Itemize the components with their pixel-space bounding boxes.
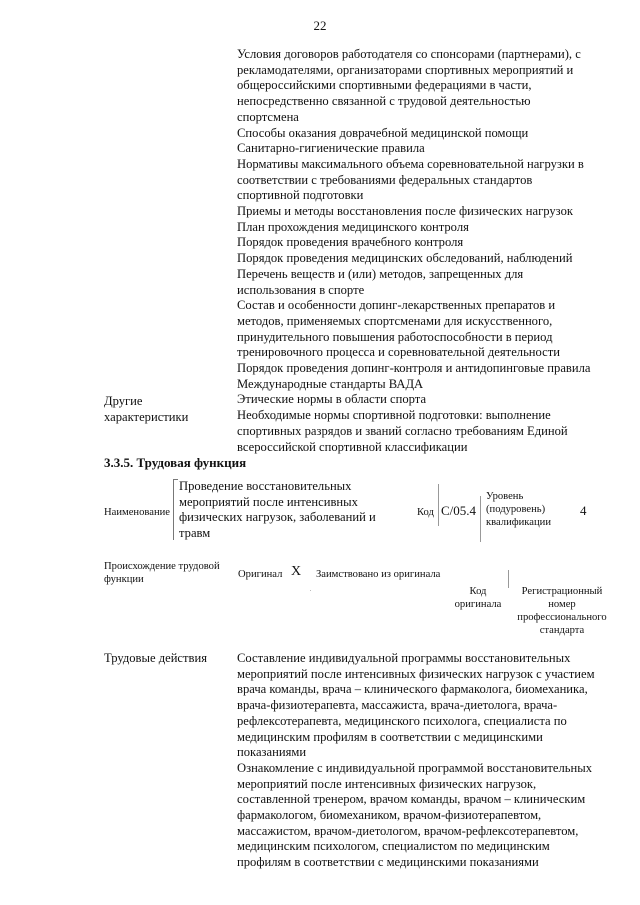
text-line: показаниями [237,745,307,760]
text-line: фармакологом, биомехаником, врачом-физиотерапевтом, [237,808,542,823]
reg-number-caption [512,585,612,637]
text-line: мероприятий после интенсивных физических нагрузок с участием [237,666,595,681]
code-label: Код [417,507,434,518]
text-line: Международные стандарты ВАДА [237,376,424,391]
text-line: Ознакомление с индивидуальной программой восстановительных [237,760,592,775]
text-line: непосредственно связанной с трудовой деятельностью [237,94,531,109]
text-line: всероссийской спортивной классификации [237,439,468,454]
text-line: использования в спорте [237,282,365,297]
text-line: составленной тренером, врачом команды, врачом – клиническим [237,792,586,807]
text-line: Санитарно-гигиенические правила [237,141,425,156]
text-line: медицинским психологом, специалистом по медицинским [237,839,550,854]
text-line: тренировочного процесса и соревновательной деятельности [237,345,560,360]
caption-line: профессионального [517,612,607,623]
label-line: функции [104,574,144,585]
text-line: рефлексотерапевта, медицинского психолога, специалиста по [237,713,567,728]
borrowed-option: Заимствовано из оригинала [316,569,441,580]
qualification-level-label [486,490,551,529]
origin-label [104,560,220,586]
text-line: План прохождения медицинского контроля [237,219,469,234]
name-line: мероприятий после интенсивных [179,494,358,509]
page-number: 22 [313,18,327,33]
text-line: Способы оказания доврачебной медицинской помощи [237,125,529,140]
text-line: врача-физиотерапевта, массажиста, врача-диетолога, врача- [237,698,558,713]
qualification-level-value: 4 [580,503,587,518]
name-line: физических нагрузок, заболеваний и [179,510,376,524]
name-label: Наименование [104,507,170,518]
label-line: Происхождение трудовой [104,561,220,572]
text-line: Приемы и методы восстановления после физических нагрузок [237,204,573,219]
text-line: врача команды, врача – клинического фармаколога, биомеханика, [237,682,588,697]
section-heading: 3.3.5. Трудовая функция [104,455,247,470]
label-line: Уровень [486,491,524,502]
caption-line: Код [469,586,487,597]
labor-actions-list [237,651,612,871]
code-value: С/05.4 [441,503,477,518]
text-line: Порядок проведения врачебного контроля [237,235,464,250]
text-line: Условия договоров работодателя со спонсорами (партнерами), с [237,47,581,61]
name-line: Проведение восстановительных [179,479,352,493]
original-mark: X [291,564,302,579]
text-line: Состав и особенности допинг-лекарственных препаратов и [237,298,556,313]
text-line: рекламодателями, организаторами спортивных мероприятий и [237,62,574,77]
text-line: Нормативы максимального объема соревновательной нагрузки в [237,156,584,171]
text-line: Составление индивидуальной программы восстановительных [237,651,571,665]
text-line: соответствии с требованиями федеральных стандартов [237,172,533,187]
text-line: спортивной подготовки [237,188,364,203]
text-line: Порядок проведения допинг-контроля и антидопинговые правила [237,361,591,376]
text-line: Порядок проведения медицинских обследований, наблюдений [237,251,573,266]
text-line: Перечень веществ и (или) методов, запрещенных для [237,266,524,281]
text-line: Этические нормы в области спорта [237,392,427,407]
caption-line: Регистрационный [521,586,603,597]
text-line: массажистом, врачом-диетологом, врачом-рефлексотерапевтом, [237,823,579,838]
level-divider [480,496,481,542]
text-line: спортсмена [237,109,299,124]
text-line: спортивных разрядов и званий согласно требованиям Единой [237,423,568,438]
origin-divider [508,570,509,588]
text-line: медицинским профилям в соответствии с медицинскими [237,729,543,744]
other-characteristics-label [104,394,188,425]
text-line: принудительного повышения работоспособности в период [237,329,553,344]
label-line: (подуровень) [486,504,546,515]
text-line: общероссийскими спортивными федерациями в части, [237,78,532,93]
caption-line: оригинала [454,599,502,610]
text-line: мероприятий после интенсивных физических нагрузок, [237,776,537,791]
caption-line: номер [548,599,576,610]
function-name [179,479,409,541]
original-option: Оригинал [238,569,283,580]
divider-dot [310,590,311,592]
name-bracket [173,479,178,540]
text-line: профилям в соответствии с медицинскими показаниями [237,855,539,870]
knowledge-list [237,47,612,455]
name-line: травм [179,525,211,540]
label-line: характеристики [104,409,189,424]
code-original-caption [448,585,508,611]
label-line: квалификации [486,517,551,528]
text-line: Необходимые нормы спортивной подготовки: выполнение [237,408,551,423]
labor-actions-label: Трудовые действия [104,651,208,665]
caption-line: стандарта [539,625,585,636]
label-line: Другие [104,394,143,408]
code-divider [438,484,439,526]
text-line: методов, применяемых спортсменами для искусственного, [237,313,553,328]
